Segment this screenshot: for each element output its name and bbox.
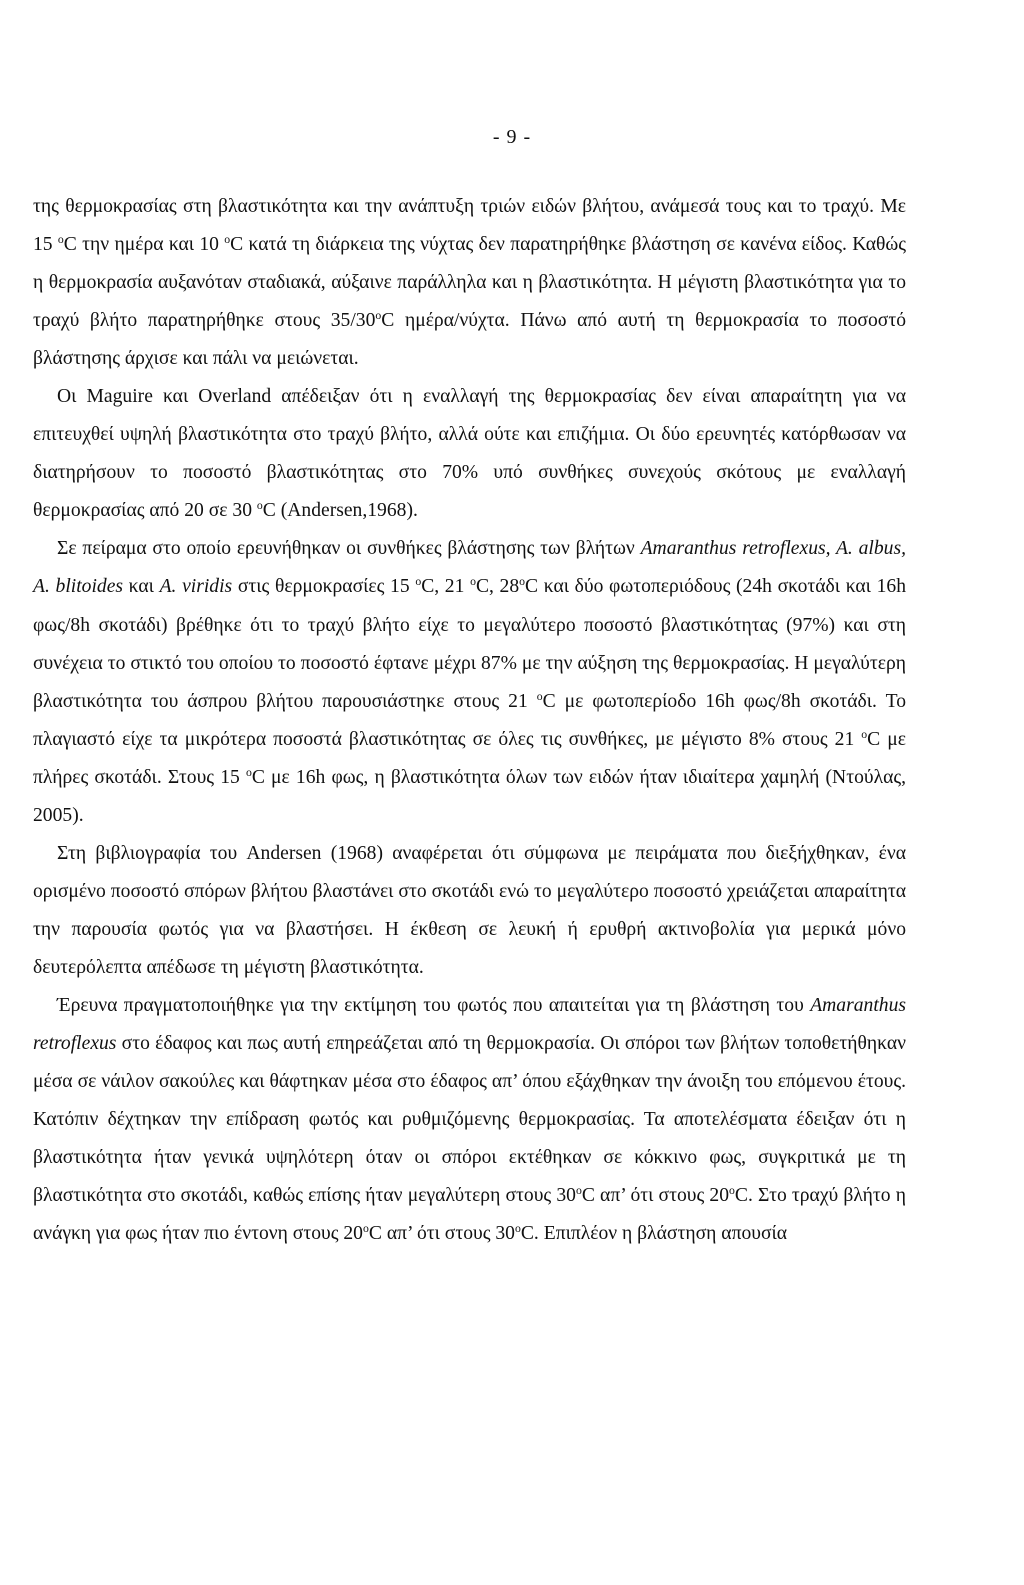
text-segment: Οι Maguire και Overland απέδειξαν ότι η εναλλαγή της θερμοκρασίας δεν είναι απαραίτητη για να επιτευχθεί υψηλή βλαστικότητα στο τραχύ βλήτο, αλλά ούτε και επιζήμια. Οι δύο ερευνητές κατόρθωσαν να διατηρήσουν το ποσοστό βλαστικότητας στο 70% υπό συνθήκες συνεχούς σκότους με εναλλαγή θερμοκρασίας από 20 σε 30 [33,386,906,522]
degree-superscript: ο [245,765,252,779]
body-text [33,188,906,1253]
paragraph [33,835,906,987]
degree-superscript: ο [861,727,868,741]
text-segment: Έρευνα πραγματοποιήθηκε για την εκτίμηση του φωτός που απαιτείται για τη βλάστηση του [57,994,811,1016]
text-segment: στις θερμοκρασίες 15 [232,576,416,598]
degree-superscript: ο [415,575,422,589]
degree-superscript: ο [536,689,543,703]
text-segment: C με πλήρες σκοτάδι. Στους 15 [33,728,906,788]
text-segment: C κατά τη διάρκεια της νύχτας δεν παρατηρήθηκε βλάστηση σε κανένα είδος. Καθώς η θερμοκρασία αυξανόταν σταδιακά, αύξαινε παράλληλα και η βλαστικότητα. Η μέγιστη βλαστικότητα για το τραχύ βλήτο παρατηρήθηκε στους 35/30 [33,234,907,332]
text-segment: C απ’ ότι στους 30 [368,1223,515,1245]
text-segment: C με φωτοπερίοδο 16h φως/8h σκοτάδι. Το πλαγιαστό είχε τα μικρότερα ποσοστά βλαστικότητας σε όλες τις συνθήκες, με μέγιστο 8% στους 21 [33,690,906,750]
text-segment: Στη βιβλιογραφία του Andersen (1968) αναφέρεται ότι σύμφωνα με πειράματα που διεξήχθηκαν, ένα ορισμένο ποσοστό σπόρων βλήτου βλαστάνει στο σκοτάδι ενώ το μεγαλύτερο ποσοστό χρειάζεται απαραίτητα την παρουσία φωτός για να βλαστήσει. Η έκθεση σε λευκή ή ερυθρή ακτινοβολία για μερικά μόνο δευτερόλεπτα απέδωσε τη μέγιστη βλαστικότητα. [33,842,906,978]
degree-superscript: ο [375,309,382,323]
text-segment: C την ημέρα και 10 [63,234,225,256]
text-segment: C. Επιπλέον η βλάστηση απουσία [520,1223,788,1245]
text-segment: C (Andersen,1968). [262,500,418,522]
paragraph [33,530,906,834]
degree-superscript: ο [362,1222,369,1236]
degree-superscript: ο [470,575,476,589]
degree-superscript: ο [519,575,526,589]
paragraph [33,378,906,530]
degree-superscript: ο [514,1222,521,1236]
text-segment: C ημέρα/νύχτα. Πάνω από αυτή τη θερμοκρασία το ποσοστό βλάστησης άρχισε και πάλι να μειώνεται. [33,310,906,370]
degree-superscript: ο [57,233,64,246]
text-segment: στο έδαφος και πως αυτή επηρεάζεται από τη θερμοκρασία. Οι σπόροι των βλήτων τοποθετήθηκαν μέσα σε νάιλον σακούλες και θάφτηκαν μέσα στο έδαφος απ’ όπου εξάχθηκαν την άνοιξη του επόμενου έτους. Κατόπιν δέχτηκαν την επίδραση φωτός και ρυθμιζόμενης θερμοκρασίας. Τα αποτελέσματα έδειξαν ότι η βλαστικότητα ήταν γενικά υψηλότερη όταν οι σπόροι εκτέθηκαν σε κόκκινο φως, συγκριτικά με τη βλαστικότητα στο σκοτάδι, καθώς επίσης ήταν μεγαλύτερη στους 30 [33,1033,906,1207]
text-segment: C, 28 [475,576,520,598]
text-segment: C απ’ ότι στους 20 [581,1185,730,1207]
italic-text: Amaranthus retroflexus [33,994,906,1055]
text-segment: Σε πείραμα στο οποίο ερευνήθηκαν οι συνθήκες βλάστησης των βλήτων [57,538,641,560]
degree-superscript: ο [729,1184,735,1198]
text-segment: της θερμοκρασίας στη βλαστικότητα και την ανάπτυξη τριών ειδών βλήτου, ανάμεσά τους και το τραχύ. Με 15 [33,196,906,256]
italic-text: A. viridis [159,576,233,598]
paragraph [33,987,906,1253]
page-number: - 9 - [492,126,532,148]
italic-text: Amaranthus retroflexus, A. albus, A. blitoides [33,538,906,598]
text-segment: C. Στο τραχύ βλήτο η ανάγκη για φως ήταν πιο έντονη στους 20 [33,1185,907,1245]
text-segment: και [123,576,160,598]
degree-superscript: ο [224,233,231,246]
text-segment: C με 16h φως, η βλαστικότητα όλων των ειδών ήταν ιδιαίτερα χαμηλή (Ντούλας, 2005). [33,766,906,826]
text-segment: C και δύο φωτοπεριόδους (24h σκοτάδι και 16h φως/8h σκοτάδι) βρέθηκε ότι το τραχύ βλήτο είχε το μεγαλύτερο ποσοστό βλαστικότητας (97%) και στη συνέχεια το στικτό του οποίου το ποσοστό έφτανε μέχρι 87% με την αύξηση της θερμοκρασίας. Η μεγαλύτερη βλαστικότητα του άσπρου βλήτου παρουσιάστηκε στους 21 [33,576,906,712]
degree-superscript: ο [575,1184,582,1198]
paragraph [33,188,906,378]
degree-superscript: ο [256,499,263,513]
text-segment: C, 21 [421,576,471,598]
